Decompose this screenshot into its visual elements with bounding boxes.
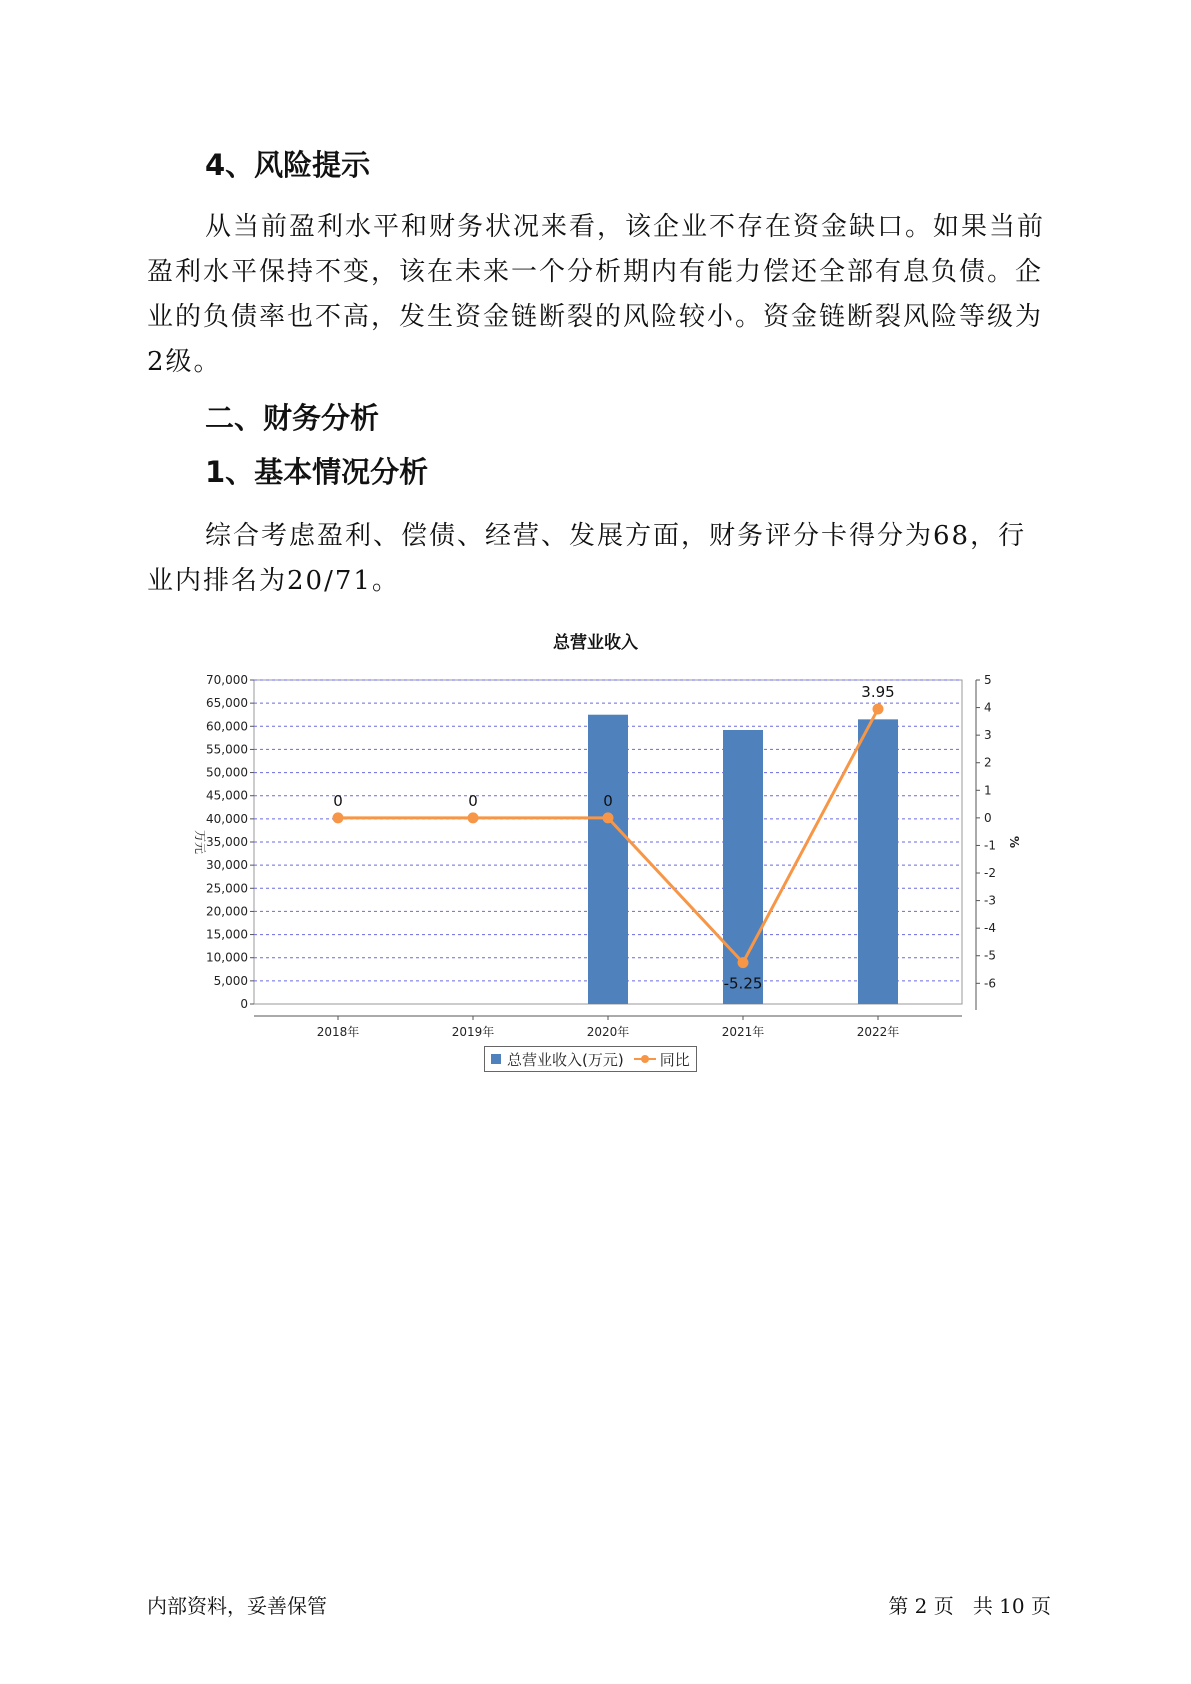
left-tick-label: 45,000 [206, 788, 248, 803]
left-tick-label: 20,000 [206, 904, 248, 919]
left-tick-label: 40,000 [206, 811, 248, 826]
chart-legend [484, 1046, 697, 1072]
x-tick-label: 2022年 [856, 1025, 900, 1039]
yoy-point [333, 812, 344, 823]
chart-title: 总营业收入 [553, 633, 638, 653]
right-tick-label: 3 [984, 728, 992, 743]
x-tick-label: 2019年 [451, 1025, 495, 1039]
left-tick-label: 50,000 [206, 765, 248, 780]
left-tick-label: 70,000 [206, 673, 248, 687]
legend-line-label: 同比 [659, 1050, 690, 1069]
footer-confidential: 内部资料，妥善保管 [147, 1594, 327, 1618]
basic-paragraph: 综合考虑盈利、偿债、经营、发展方面，财务评分卡得分为68，行业内排名为20/71。 [147, 521, 1027, 596]
yoy-data-label: 0 [333, 791, 343, 810]
risk-heading: 4、风险提示 [205, 148, 371, 182]
right-tick-label: -4 [984, 921, 996, 936]
right-tick-label: 4 [984, 700, 992, 715]
right-tick-label: -5 [984, 948, 996, 963]
left-axis-title: 万元 [193, 829, 207, 855]
footer-page-number: 第 2 页 共 10 页 [888, 1594, 1051, 1618]
yoy-point [468, 812, 479, 823]
yoy-point [873, 703, 884, 714]
left-tick-label: 10,000 [206, 950, 248, 965]
right-tick-label: -3 [984, 893, 996, 908]
finance-heading: 二、财务分析 [205, 401, 380, 435]
left-tick-label: 60,000 [206, 719, 248, 734]
revenue-chart [0, 640, 1191, 1050]
x-tick-label: 2021年 [721, 1025, 765, 1039]
revenue-bar [588, 715, 628, 1004]
x-tick-label: 2020年 [586, 1025, 630, 1039]
yoy-data-label: -5.25 [723, 974, 763, 993]
revenue-bar [858, 719, 898, 1004]
right-tick-label: -2 [984, 866, 996, 881]
legend-bar-label: 总营业收入(万元) [507, 1050, 624, 1069]
left-tick-label: 0 [240, 997, 248, 1011]
left-tick-label: 25,000 [206, 881, 248, 896]
x-tick-label: 2018年 [316, 1025, 360, 1039]
left-tick-label: 65,000 [206, 696, 248, 711]
legend-line-swatch [634, 1054, 656, 1064]
left-tick-label: 5,000 [213, 973, 248, 988]
yoy-data-label: 0 [603, 791, 613, 810]
left-tick-label: 35,000 [206, 835, 248, 849]
right-tick-label: 2 [984, 755, 992, 770]
yoy-data-label: 3.95 [861, 682, 895, 701]
yoy-point [603, 812, 614, 823]
right-tick-label: -1 [984, 838, 996, 853]
right-tick-label: -6 [984, 976, 996, 991]
basic-heading: 1、基本情况分析 [205, 455, 429, 489]
left-tick-label: 30,000 [206, 858, 248, 873]
right-tick-label: 5 [984, 673, 992, 687]
left-tick-label: 15,000 [206, 927, 248, 942]
yoy-point [738, 957, 749, 968]
right-axis-title: % [1007, 835, 1021, 849]
right-tick-label: 1 [984, 783, 992, 798]
right-tick-label: 0 [984, 810, 992, 825]
left-tick-label: 55,000 [206, 742, 248, 757]
legend-bar-swatch [491, 1054, 501, 1064]
risk-paragraph: 从当前盈利水平和财务状况来看，该企业不存在资金缺口。如果当前盈利水平保持不变，该在未来一个分析期内有能力偿还全部有息负债。企业的负债率也不高，发生资金链断裂的风险较小。资金链断裂风险等级为2级。 [147, 212, 1046, 377]
yoy-data-label: 0 [468, 791, 478, 810]
